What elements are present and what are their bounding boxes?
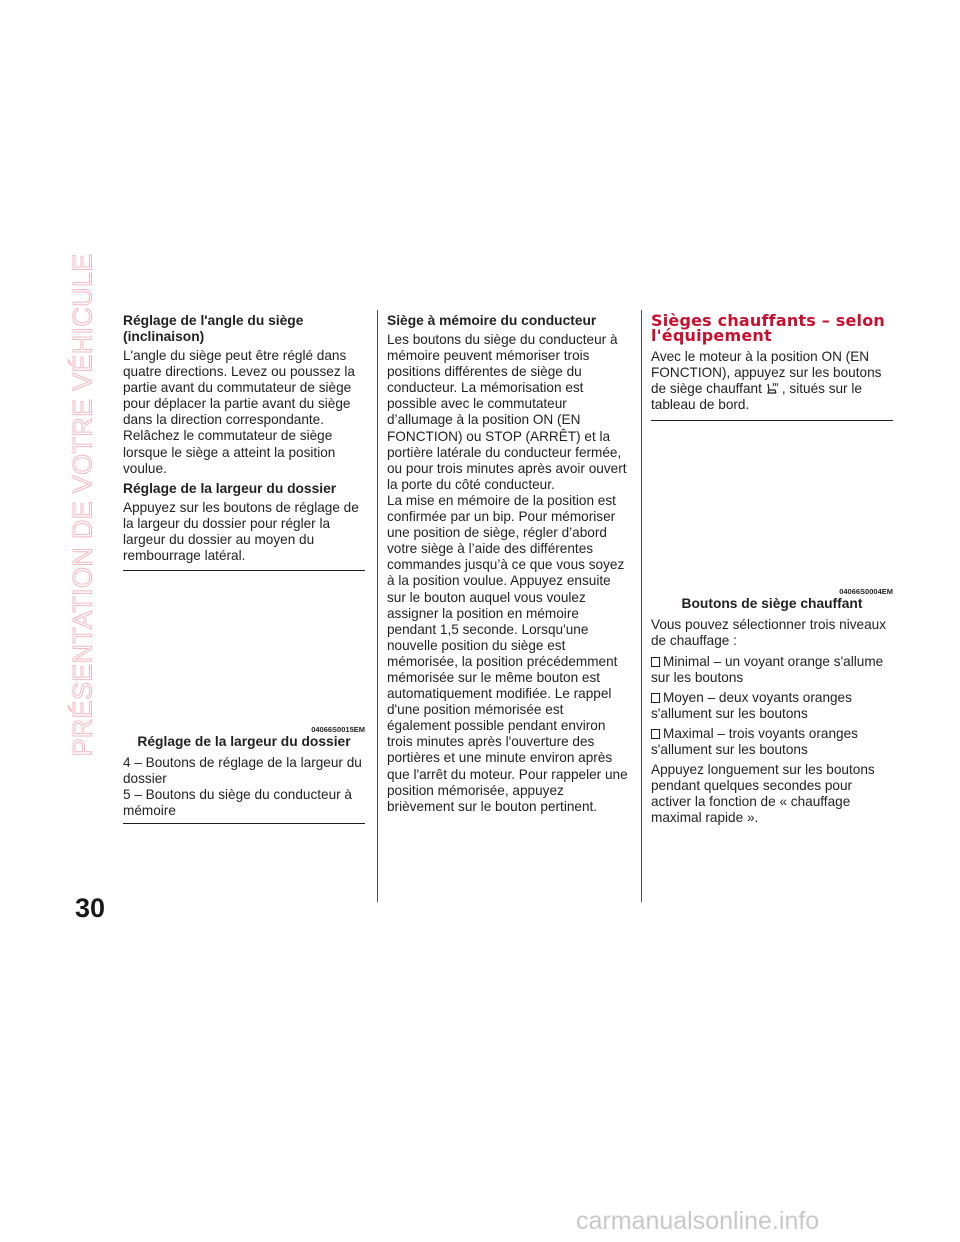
paragraph-heated-seats-intro xyxy=(651,349,893,413)
paragraph-quick-heat: Appuyez longuement sur les boutons pendant quelques secondes pour activer la fonction de « chauffage maximal rapide ». xyxy=(651,762,875,826)
figure-bottom-rule xyxy=(123,823,365,824)
paragraph-memory-seat-2: La mise en mémoire de la position est confirmée par un bip. Pour mémoriser une position de siège, régler d’abord votre siège à l’aide des différentes commandes jusqu’à ce que vous soyez à la position voulue. Appuyez ensuite sur le bouton auquel vous voulez assigner la position en mémoire pendant 1,5 seconde. Lorsqu'une nouvelle position du siège est mémorisée, la position précédemment mémorisée sur le même bouton est automatiquement modifiée. Le rappel d'une position mémorisée est également possible pendant environ trois minutes après l'ouverture des portières et une minute environ après que l'arrêt du moteur. Pour rappeler une position mémorisée, appuyez brièvement sur le bouton pertinent. xyxy=(387,492,628,814)
legend-item-5: 5 – Boutons du siège du conducteur à mémoire xyxy=(123,787,352,819)
checkbox-bullet-icon xyxy=(651,729,660,739)
column-divider-1 xyxy=(377,310,378,902)
column-1 xyxy=(123,313,365,824)
heading-memory-seat: Siège à mémoire du conducteur xyxy=(387,313,597,328)
intro-text-b: , situés sur le tableau de bord. xyxy=(651,381,862,413)
column-divider-2 xyxy=(641,310,642,902)
paragraph-memory-seat-1: Les boutons du siège du conducteur à mémoire peuvent mémoriser trois positions différentes de siège du conducteur. La mémorisation est possible avec le commutateur d’allumage à la position ON (EN FONCTION) ou STOP (ARRÊT) et la portière latérale du conducteur fermée, ou pour trois minutes après avoir ouvert la porte du côté conducteur. xyxy=(387,332,627,492)
legend-item-4: 4 – Boutons de réglage de la largeur du dossier xyxy=(123,755,362,787)
checkbox-bullet-icon xyxy=(651,657,660,667)
figure-caption-2: Boutons de siège chauffant xyxy=(681,596,863,612)
bullet-moyen: Moyen – deux voyants oranges s'allument sur les boutons xyxy=(651,689,852,721)
column-2 xyxy=(387,313,629,819)
figure-backrest-width xyxy=(123,571,365,734)
heated-seat-icon xyxy=(764,382,780,395)
paragraph-heating-levels: Vous pouvez sélectionner trois niveaux de chauffage : xyxy=(651,617,887,649)
paragraph-backrest-width: Appuyez sur les boutons de réglage de la largeur du dossier pour régler la largeur du dossier au moyen du rembourrage latéral. xyxy=(123,499,359,564)
chapter-side-title-text: PRÉSENTATION DE VOTRE VÉHICULE xyxy=(67,253,98,757)
bullet-maximal: Maximal – trois voyants oranges s'allument sur les boutons xyxy=(651,725,858,758)
watermark: carmanualsonline.info xyxy=(576,1207,820,1235)
heading-seat-angle: Réglage de l'angle du siège (inclinaison) xyxy=(123,313,304,344)
checkbox-bullet-icon xyxy=(651,693,660,703)
figure-code: 04066S0015EM xyxy=(311,725,365,735)
heading-backrest-width: Réglage de la largeur du dossier xyxy=(123,480,337,496)
heading-heated-seats: Sièges chauffants – selon l'équipement xyxy=(651,311,885,345)
figure-heated-seat-buttons xyxy=(651,421,893,596)
page-number: 30 xyxy=(75,893,106,923)
chapter-side-title xyxy=(58,253,108,757)
figure-code-2: 04066S0004EM xyxy=(839,587,893,597)
figure-caption: Réglage de la largeur du dossier xyxy=(137,734,351,750)
bullet-minimal: Minimal – un voyant orange s'allume sur les boutons xyxy=(651,653,884,685)
paragraph-seat-angle: L'angle du siège peut être réglé dans quatre directions. Levez ou poussez la partie avant du commutateur de siège pour déplacer la partie avant du siège dans la direction correspondante. Relâchez le commutateur de siège lorsque le siège a atteint la position voulue. xyxy=(123,348,355,476)
column-3 xyxy=(651,313,893,831)
intro-text-a: Avec le moteur à la position ON (EN FONCTION), appuyez sur les boutons de siège chauffant xyxy=(651,349,882,397)
